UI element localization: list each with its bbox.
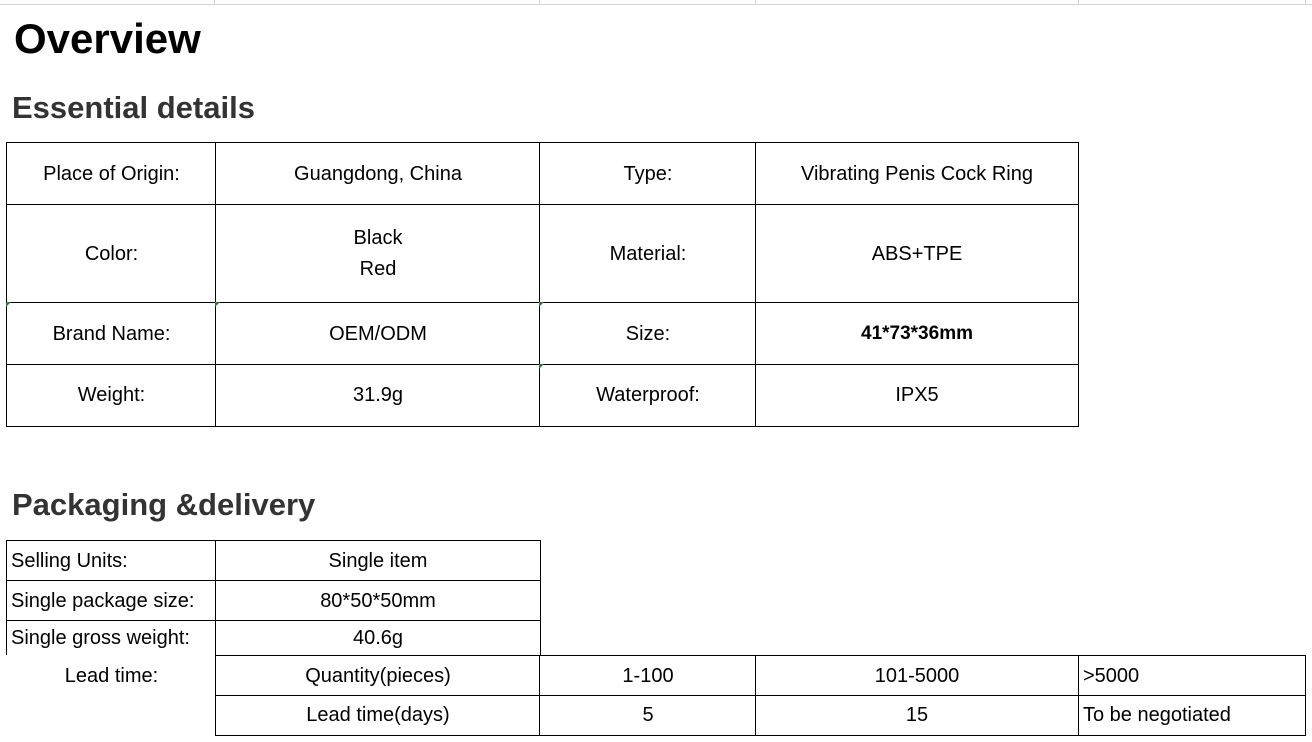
table-cell	[6, 540, 217, 582]
table-cell	[539, 204, 757, 304]
table-cell	[755, 364, 1079, 427]
color-label: Color:	[84, 242, 139, 265]
type-label: Type:	[623, 162, 673, 185]
page-title: Overview	[14, 15, 201, 62]
table-cell	[6, 302, 217, 366]
material-label: Material:	[609, 242, 687, 265]
brand-value: OEM/ODM	[329, 322, 427, 345]
table-cell	[755, 655, 1079, 697]
waterproof-label: Waterproof:	[596, 384, 700, 406]
table-cell	[215, 204, 541, 304]
table-cell	[6, 655, 217, 697]
table-cell	[215, 695, 541, 736]
size-value: 41*73*36mm	[861, 323, 973, 344]
table-cell	[6, 364, 217, 427]
table-cell	[6, 142, 217, 206]
table-cell	[6, 204, 217, 304]
table-cell	[215, 364, 541, 427]
table-cell	[755, 302, 1079, 366]
quantity-tier-3: >5000	[1083, 664, 1140, 687]
color-value-black: Black	[353, 227, 403, 249]
gross-weight-value: 40.6g	[352, 626, 404, 649]
lead-days-header: Lead time(days)	[306, 704, 450, 726]
table-cell	[215, 540, 541, 582]
table-cell	[539, 364, 757, 427]
type-value: Vibrating Penis Cock Ring	[801, 162, 1033, 185]
table-cell	[539, 302, 757, 366]
waterproof-value: IPX5	[895, 384, 939, 406]
table-cell	[1078, 695, 1306, 736]
package-size-value: 80*50*50mm	[320, 589, 436, 612]
quantity-tier-2: 101-5000	[874, 664, 960, 687]
table-cell	[755, 695, 1079, 736]
table-cell	[6, 620, 217, 656]
package-size-label: Single package size:	[11, 589, 195, 612]
table-cell	[215, 655, 541, 697]
table-cell	[215, 620, 541, 656]
weight-label: Weight:	[77, 384, 146, 406]
lead-days-tier-1: 5	[642, 704, 654, 726]
table-cell	[539, 695, 757, 736]
table-cell	[215, 302, 541, 366]
table-cell	[755, 204, 1079, 304]
quantity-tier-1: 1-100	[622, 664, 674, 687]
brand-label: Brand Name:	[52, 322, 171, 345]
size-label: Size:	[625, 322, 671, 345]
table-cell	[215, 580, 541, 622]
table-cell	[755, 142, 1079, 206]
selling-units-label: Selling Units:	[11, 549, 128, 572]
lead-time-label: Lead time:	[64, 664, 159, 687]
origin-label: Place of Origin:	[43, 162, 180, 185]
color-value-red: Red	[359, 258, 397, 280]
gross-weight-label: Single gross weight:	[11, 626, 190, 649]
weight-value: 31.9g	[352, 384, 404, 406]
packaging-delivery-heading: Packaging &delivery	[12, 487, 316, 522]
origin-value: Guangdong, China	[294, 162, 462, 185]
essential-details-heading: Essential details	[12, 90, 255, 125]
material-value: ABS+TPE	[871, 242, 963, 265]
table-cell	[539, 655, 757, 697]
table-cell	[6, 580, 217, 622]
spreadsheet-grid	[0, 0, 1312, 5]
selling-units-value: Single item	[328, 549, 428, 572]
table-cell	[1078, 655, 1306, 697]
lead-days-tier-3: To be negotiated	[1083, 704, 1231, 726]
table-cell	[539, 142, 757, 206]
lead-days-tier-2: 15	[905, 704, 929, 726]
table-cell	[215, 142, 541, 206]
quantity-header: Quantity(pieces)	[305, 664, 451, 687]
